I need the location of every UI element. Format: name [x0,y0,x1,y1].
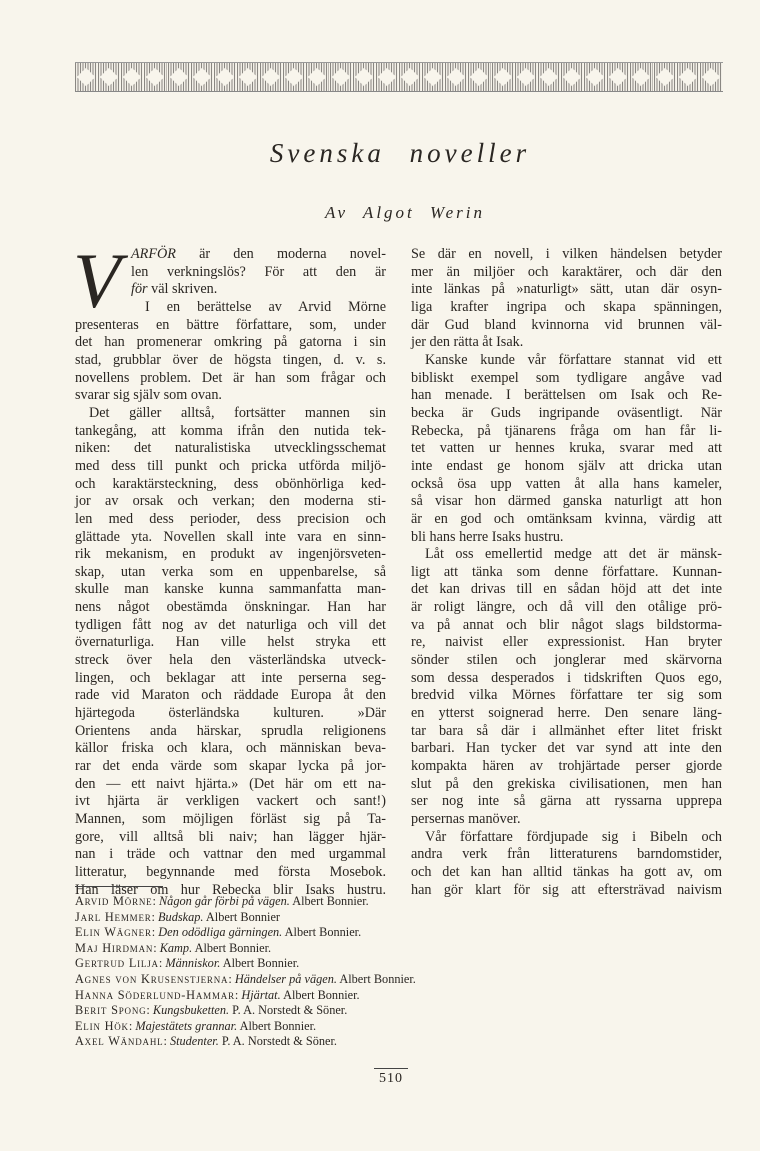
text-line: slut på den grekiska civilisationen, men han [411,775,722,792]
border-diamond-tile [306,63,329,91]
text-line: jer den rätta åt Isak. [411,334,524,351]
reference-title: Budskap. [158,909,204,924]
article-title [0,138,760,169]
text-line: gore, vill alltså bli naiv; han lägger hjär- [75,828,386,845]
reference-title: Händelser på vägen. [234,971,337,986]
text-line: tankegång, att komma ifrån den nutida tek- [75,422,386,439]
reference-author: Hanna Söderlund-Hammar [75,987,235,1002]
border-diamond-tile [677,63,700,91]
border-diamond-tile [283,63,306,91]
border-diamond-tile [168,63,191,91]
text-line: Se där en novell, i vilken händelsen betyder [411,246,722,262]
text-line: hjärtegoda österländska kulturen. »Där [75,705,386,722]
text-line: och karaktärsteckning, dess obönhörliga ked- [75,475,386,492]
text-line: liga krafter ingripa och skapa spänningen, [411,298,722,315]
reference-publisher: Albert Bonnier [205,909,280,924]
text-line: tar bara så där i allmänhet efter litet friskt [411,722,722,739]
reference-publisher: P. A. Norstedt & Söner. [221,1034,337,1049]
border-diamond-tile [260,63,283,91]
text-line: för väl skriven. [131,281,218,298]
text-line: re, naivist eller expressionist. Han bryter [411,634,722,651]
reference-entry: Gertrud Lilja: Människor. Albert Bonnier. [75,956,300,971]
text-line: den — ett naivt hjärta.» (Det här om ett na- [75,775,386,792]
italic-text: ARFÖR [131,246,176,262]
text-line: I en berättelse av Arvid Mörne [145,298,386,315]
text-line: så visar hon därmed ganska naturligt att hon [411,493,722,510]
border-diamond-tile [468,63,491,91]
border-diamond-tile [330,63,353,91]
text-line: ivt hjärta är verkligen vackert och sant!) [75,793,386,810]
border-diamond-tile [376,63,399,91]
reference-publisher: Albert Bonnier. [284,925,362,940]
text-line: det han promenerar omkring på gatorna i sin [75,334,386,351]
text-line: glättade yta. Novellen skall inte vara en sinn- [75,528,386,545]
page-number: 510 [374,1068,408,1087]
text-line: ARFÖR är den moderna novel- [131,246,386,262]
reference-title: Den odödliga gärningen. [158,925,283,940]
text-line: det kan drivas till en sådan höjd att det inte [411,581,722,598]
text-line: nens något obestämda önskningar. Han har [75,599,386,616]
text-line: ser nog inte så gärna att ryssarna upprepa [411,793,722,810]
italic-text: för [131,281,148,298]
text-line: jor av orsak och verkan; den moderna sti- [75,493,386,510]
border-diamond-tile [445,63,468,91]
text-line: mer än miljöer och karaktärer, och där den [411,263,722,280]
border-diamond-tile [584,63,607,91]
reference-publisher: Albert Bonnier. [292,894,369,908]
border-diamond-tile [399,63,422,91]
text-line: len verkningslös? För att den är [131,263,386,280]
paragraph [411,829,722,900]
text-line: tet vatten ur hennes kruka, svarar med att [411,440,722,457]
text-line: Låt oss emellertid medge att det är mänsk- [425,546,722,563]
text-line: bibliskt exempel som tydligare angåve vad [411,369,722,386]
reference-entry: Elin Wägner: Den odödliga gärningen. Albert Bonnier. [75,925,362,940]
text-line: rik mekanism, en produkt av ingenjörsveten- [75,546,386,563]
text-line: presenteras en bättre författare, som, under [75,316,386,333]
text-line: novellens problem. Det är han som frågar och [75,369,386,386]
paragraph [75,405,386,899]
reference-title: Någon går förbi på vägen. [158,894,290,908]
text-line: ligt att tänka som denne författare. Kunnan- [411,563,722,580]
text-line: becka är Guds ingripande oväsentligt. När [411,404,722,421]
article-title-text: Svenska noveller [269,138,531,168]
text-line: han menade. I berättelsen om Isak och Re- [411,387,722,404]
border-diamond-tile [353,63,376,91]
border-diamond-tile [515,63,538,91]
paragraph [411,352,722,546]
text-line: är roligt längre, och då vill den otålige prö- [411,599,722,616]
text-line: han gör klart för sig att eftersträvad naivism [411,881,722,898]
border-diamond-tile [75,63,98,91]
border-diamond-tile [121,63,144,91]
reference-author: Berit Spong [75,1003,147,1018]
reference-publisher: P. A. Norstedt & Söner. [232,1003,348,1018]
text-line: litteratur, begynnande med första Mosebok. [75,863,386,880]
border-diamond-tile [561,63,584,91]
reference-author: Gertrud Lilja [75,956,159,971]
text-line: Han läser om hur Rebecka blir Isaks hustru. [75,881,386,898]
text-line: bredvid vilka Mörnes författare ter sig som [411,687,722,704]
text-line: persernas manöver. [411,811,521,827]
text-column-right [411,246,722,899]
text-line: barbari. Han tycker det var synd att inte den [411,740,722,757]
text-line: va på annat och blir något slags bildstorma- [411,616,722,633]
border-diamond-tile [607,63,630,91]
reference-entry: Jarl Hemmer: Budskap. Albert Bonnier [75,909,280,924]
reference-author: Arvid Mörne [75,894,153,908]
text-line: niken: det naturalistiska utvecklingsschemat [75,440,386,457]
reference-entry: Agnes von Krusenstjerna: Händelser på vägen. Albert Bonnier. [75,971,416,986]
border-diamond-tile [237,63,260,91]
border-diamond-tile [700,63,723,91]
text-line: rar det enda värde som skapar lycka på jor- [75,758,386,775]
text-line: Mannen, som möjligen förläst sig på Ta- [75,811,386,827]
reference-publisher: Albert Bonnier. [339,971,416,986]
reference-title: Kamp. [159,940,193,955]
text-line: Kanske kunde vår författare stannat vid ett [425,351,722,368]
text-line: Rebecka, på tjänarens fråga om han får li- [411,422,722,439]
text-line: en ytterst soignerad herre. Den senare läng- [411,705,722,722]
drop-cap: V [73,237,121,324]
text-line: och det kan han alltid tänkas ha gott av, om [411,863,722,880]
border-diamond-tile [654,63,677,91]
text-line: len med dess perioder, dess precision och [75,510,386,527]
reference-title: Kungsbuketten. [152,1003,230,1018]
text-line: stad, grubblar över de högsta tingen, d. v. s. [75,351,386,368]
text-line: är en god och omtänksam kvinna, värdig att [411,510,722,527]
reference-publisher: Albert Bonnier. [239,1018,317,1033]
reference-author: Elin Hök [75,1018,129,1033]
text-line: inte länkas på »naturligt» sätt, utan där osyn- [411,281,722,298]
reference-entry: Arvid Mörne: Någon går förbi på vägen. Albert Bonnier. [75,894,369,908]
reference-entry: Elin Hök: Majestätets grannar. Albert Bonnier. [75,1018,317,1033]
reference-publisher: Albert Bonnier. [283,987,360,1002]
reviewed-books-list [75,894,416,1050]
text-line: skap, utan verka som en uppenbarelse, så [75,563,386,580]
text-line: skulle man kanske kunna sammanfatta man- [75,581,386,598]
decorative-border [75,62,723,92]
paragraph [75,299,386,405]
paragraph [411,246,722,352]
text-line: också ösa upp vatten åt alla hans kameler, [411,475,722,492]
text-line: Vår författare fördjupade sig i Bibeln och [425,828,722,845]
text-line: där Gud bland kvinnorna vid brunnen väl- [411,316,722,333]
text-line: kompakta hären av trohjärtade perser gjorde [411,758,722,775]
reference-title: Hjärtat. [241,987,281,1002]
border-diamond-tile [538,63,561,91]
border-diamond-tile [214,63,237,91]
reference-title: Människor. [165,956,221,971]
reference-author: Axel Wändahl [75,1034,164,1049]
reference-author: Elin Wägner [75,925,152,940]
text-line: inte endast ge honom själv att dricka utan [411,457,722,474]
text-line: bli hans herre Isaks hustru. [411,528,564,545]
reference-entry: Berit Spong: Kungsbuketten. P. A. Norstedt & Söner. [75,1003,348,1018]
reference-publisher: Albert Bonnier. [194,940,272,955]
paragraph [411,546,722,829]
footnote-rule [75,886,163,887]
reference-entry: Maj Hirdman: Kamp. Albert Bonnier. [75,940,272,955]
text-line: som dessa desperados i tidskriften Quos ego, [411,669,722,686]
reference-entry: Axel Wändahl: Studenter. P. A. Norstedt & Söner. [75,1034,337,1049]
reference-author: Maj Hirdman [75,940,154,955]
text-line: svarar sig själv som ovan. [75,387,222,404]
text-line: Det gäller alltså, fortsätter mannen sin [89,404,386,421]
reference-title: Studenter. [169,1034,219,1049]
reference-publisher: Albert Bonnier. [222,956,300,971]
text-line: andra verk från litteraturens barndomstider, [411,846,722,863]
reference-author: Jarl Hemmer [75,909,152,924]
border-diamond-tile [98,63,121,91]
article-byline: Av Algot Werin [325,203,485,222]
text-line: övernaturliga. Han ville helst stryka ett [75,634,386,651]
text-line: källor friska och klara, och människan beva- [75,740,386,757]
text-line: nan i träde och vattnar den med urgammal [75,846,386,863]
border-diamond-tile [422,63,445,91]
reference-entry: Hanna Söderlund-Hammar: Hjärtat. Albert Bonnier. [75,987,360,1002]
reference-title: Majestätets grannar. [135,1018,238,1033]
border-diamond-tile [191,63,214,91]
border-diamond-tile [492,63,515,91]
border-diamond-tile [630,63,653,91]
reference-author: Agnes von Krusenstjerna [75,971,229,986]
text-line: tydligen fått nog av det naturliga och vill det [75,616,386,633]
text-line: rade vid Maraton och räddade Europa åt den [75,687,386,704]
text-column-left [73,237,386,899]
border-diamond-tile [144,63,167,91]
text-line: lingen, och beklagar att inte perserna seg- [75,669,386,686]
text-line: med dess till punkt och pricka utförda miljö- [75,457,386,474]
text-line: streck över hela den västerländska utveck- [75,652,386,669]
text-line: Orientens anda härskar, sprudla religionens [75,722,386,739]
text-line: sönder stilen och jonglerar med skärvorna [411,652,722,669]
